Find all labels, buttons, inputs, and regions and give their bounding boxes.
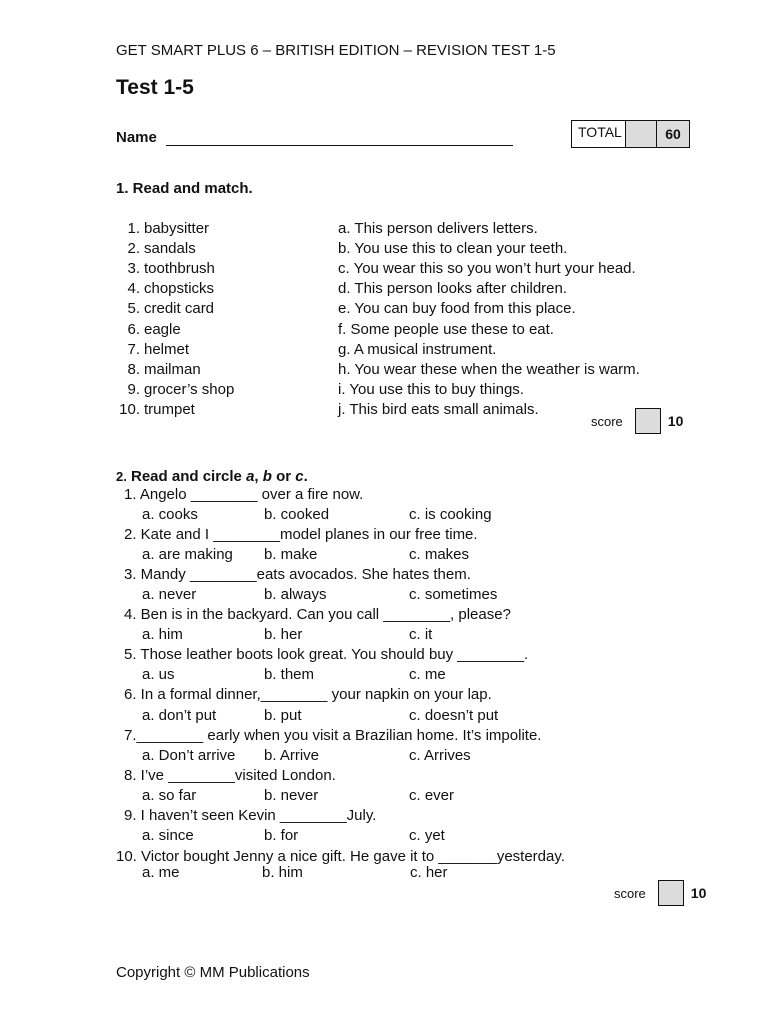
- answer-option-b[interactable]: b. always: [264, 586, 327, 603]
- match-word-item: [116, 220, 209, 237]
- match-word-text: mailman: [144, 360, 201, 378]
- score-max: 10: [667, 413, 684, 429]
- item-number: 7.: [127, 340, 140, 358]
- answer-option-a[interactable]: a. never: [142, 586, 197, 603]
- answer-option-c[interactable]: c. doesn’t put: [409, 707, 499, 724]
- match-definition-item: b. You use this to clean your teeth.: [338, 240, 568, 258]
- item-number: 10.: [119, 400, 140, 418]
- question-text: 2. Kate and I ________model planes in our free time.: [124, 526, 478, 543]
- score-max: 10: [690, 885, 707, 901]
- match-word-item: [116, 361, 201, 378]
- match-word-text: sandals: [144, 240, 196, 258]
- answer-option-b[interactable]: b. her: [264, 626, 303, 643]
- page-title: Test 1-5: [116, 76, 194, 99]
- answer-option-b[interactable]: b. him: [262, 864, 303, 881]
- question-text: 10. Victor bought Jenny a nice gift. He gave it to _______yesterday.: [116, 848, 565, 865]
- answer-option-b[interactable]: b. put: [264, 707, 302, 724]
- answer-option-c[interactable]: c. it: [409, 626, 433, 643]
- section2-title: 2. Read and circle a, b or c.: [116, 468, 308, 485]
- answer-option-c[interactable]: c. Arrives: [409, 747, 471, 764]
- item-number: 1.: [127, 220, 140, 237]
- match-word-text: eagle: [144, 320, 181, 338]
- total-score-box: [571, 120, 690, 148]
- answer-option-a[interactable]: a. us: [142, 666, 175, 683]
- answer-option-a[interactable]: a. me: [142, 864, 180, 881]
- match-definition-item: d. This person looks after children.: [338, 280, 568, 298]
- answer-option-c[interactable]: c. ever: [409, 787, 455, 804]
- question-text: 5. Those leather boots look great. You should buy ________.: [124, 646, 529, 663]
- section1-score: [591, 408, 683, 434]
- answer-option-a[interactable]: a. since: [142, 827, 194, 844]
- answer-option-a[interactable]: a. so far: [142, 787, 197, 804]
- section1-title: 1. Read and match.: [116, 180, 253, 197]
- match-word-item: [116, 240, 196, 257]
- answer-option-a[interactable]: a. him: [142, 626, 183, 643]
- match-word-text: helmet: [144, 340, 190, 358]
- answer-option-b[interactable]: b. make: [264, 546, 318, 563]
- score-field[interactable]: [658, 880, 684, 906]
- section2-score: [614, 880, 706, 906]
- answer-option-b[interactable]: b. cooked: [264, 506, 330, 523]
- question-text: 8. I’ve ________visited London.: [124, 767, 336, 784]
- question-text: 3. Mandy ________eats avocados. She hates them.: [124, 566, 471, 583]
- match-definition-item: c. You wear this so you won’t hurt your head.: [338, 260, 636, 278]
- item-number: 9.: [127, 380, 140, 398]
- name-field-line[interactable]: [166, 145, 513, 146]
- answer-option-a[interactable]: a. cooks: [142, 506, 198, 523]
- match-word-text: babysitter: [144, 220, 210, 237]
- match-definition-item: f. Some people use these to eat.: [338, 320, 554, 338]
- answer-option-a[interactable]: a. are making: [142, 546, 233, 563]
- answer-option-c[interactable]: c. yet: [409, 827, 445, 844]
- item-number: 8.: [127, 360, 140, 378]
- score-field[interactable]: [635, 408, 661, 434]
- copyright-footer: Copyright © MM Publications: [116, 964, 310, 981]
- answer-option-c[interactable]: c. her: [410, 864, 448, 881]
- match-word-item: [116, 401, 195, 418]
- match-word-item: [116, 260, 215, 277]
- item-number: 2.: [127, 240, 140, 258]
- match-definition-item: a. This person delivers letters.: [338, 220, 538, 237]
- section2-number: 2.: [116, 469, 127, 484]
- match-word-text: trumpet: [144, 400, 195, 418]
- question-text: 7.________ early when you visit a Brazilian home. It’s impolite.: [124, 727, 542, 744]
- item-number: 6.: [127, 320, 140, 338]
- match-word-text: credit card: [144, 300, 215, 318]
- answer-option-b[interactable]: b. them: [264, 666, 315, 683]
- match-word-item: [116, 300, 214, 317]
- answer-option-c[interactable]: c. makes: [409, 546, 470, 563]
- match-definition-item: h. You wear these when the weather is warm.: [338, 360, 640, 378]
- answer-option-c[interactable]: c. is cooking: [409, 506, 492, 523]
- answer-option-a[interactable]: a. don’t put: [142, 707, 217, 724]
- answer-option-c[interactable]: c. sometimes: [409, 586, 498, 603]
- total-score-field[interactable]: [626, 121, 657, 147]
- match-word-item: [116, 381, 234, 398]
- match-word-text: chopsticks: [144, 280, 215, 298]
- score-label: score: [614, 885, 646, 901]
- match-word-item: [116, 280, 214, 297]
- score-label: score: [591, 413, 623, 429]
- match-word-text: grocer’s shop: [144, 380, 235, 398]
- item-number: 3.: [127, 260, 140, 278]
- answer-option-b[interactable]: b. for: [264, 827, 299, 844]
- match-word-item: [116, 341, 189, 358]
- item-number: 4.: [127, 280, 140, 298]
- answer-option-a[interactable]: a. Don’t arrive: [142, 747, 236, 764]
- match-word-text: toothbrush: [144, 260, 215, 278]
- answer-option-c[interactable]: c. me: [409, 666, 446, 683]
- question-text: 6. In a formal dinner,________ your napkin on your lap.: [124, 686, 492, 703]
- total-max: 60: [657, 121, 689, 147]
- item-number: 5.: [127, 300, 140, 318]
- total-label: TOTAL: [572, 121, 626, 147]
- name-label: Name: [116, 129, 157, 146]
- question-text: 9. I haven’t seen Kevin ________July.: [124, 807, 377, 824]
- question-text: 1. Angelo ________ over a fire now.: [124, 486, 364, 503]
- answer-option-b[interactable]: b. never: [264, 787, 319, 804]
- question-text: 4. Ben is in the backyard. Can you call ________, please?: [124, 606, 511, 623]
- match-definition-item: j. This bird eats small animals.: [338, 400, 539, 418]
- match-definition-item: e. You can buy food from this place.: [338, 300, 576, 318]
- match-definition-item: i. You use this to buy things.: [338, 380, 524, 398]
- document-header: GET SMART PLUS 6 – BRITISH EDITION – REVISION TEST 1-5: [116, 42, 556, 59]
- answer-option-b[interactable]: b. Arrive: [264, 747, 320, 764]
- match-word-item: [116, 321, 181, 338]
- match-definition-item: g. A musical instrument.: [338, 340, 497, 358]
